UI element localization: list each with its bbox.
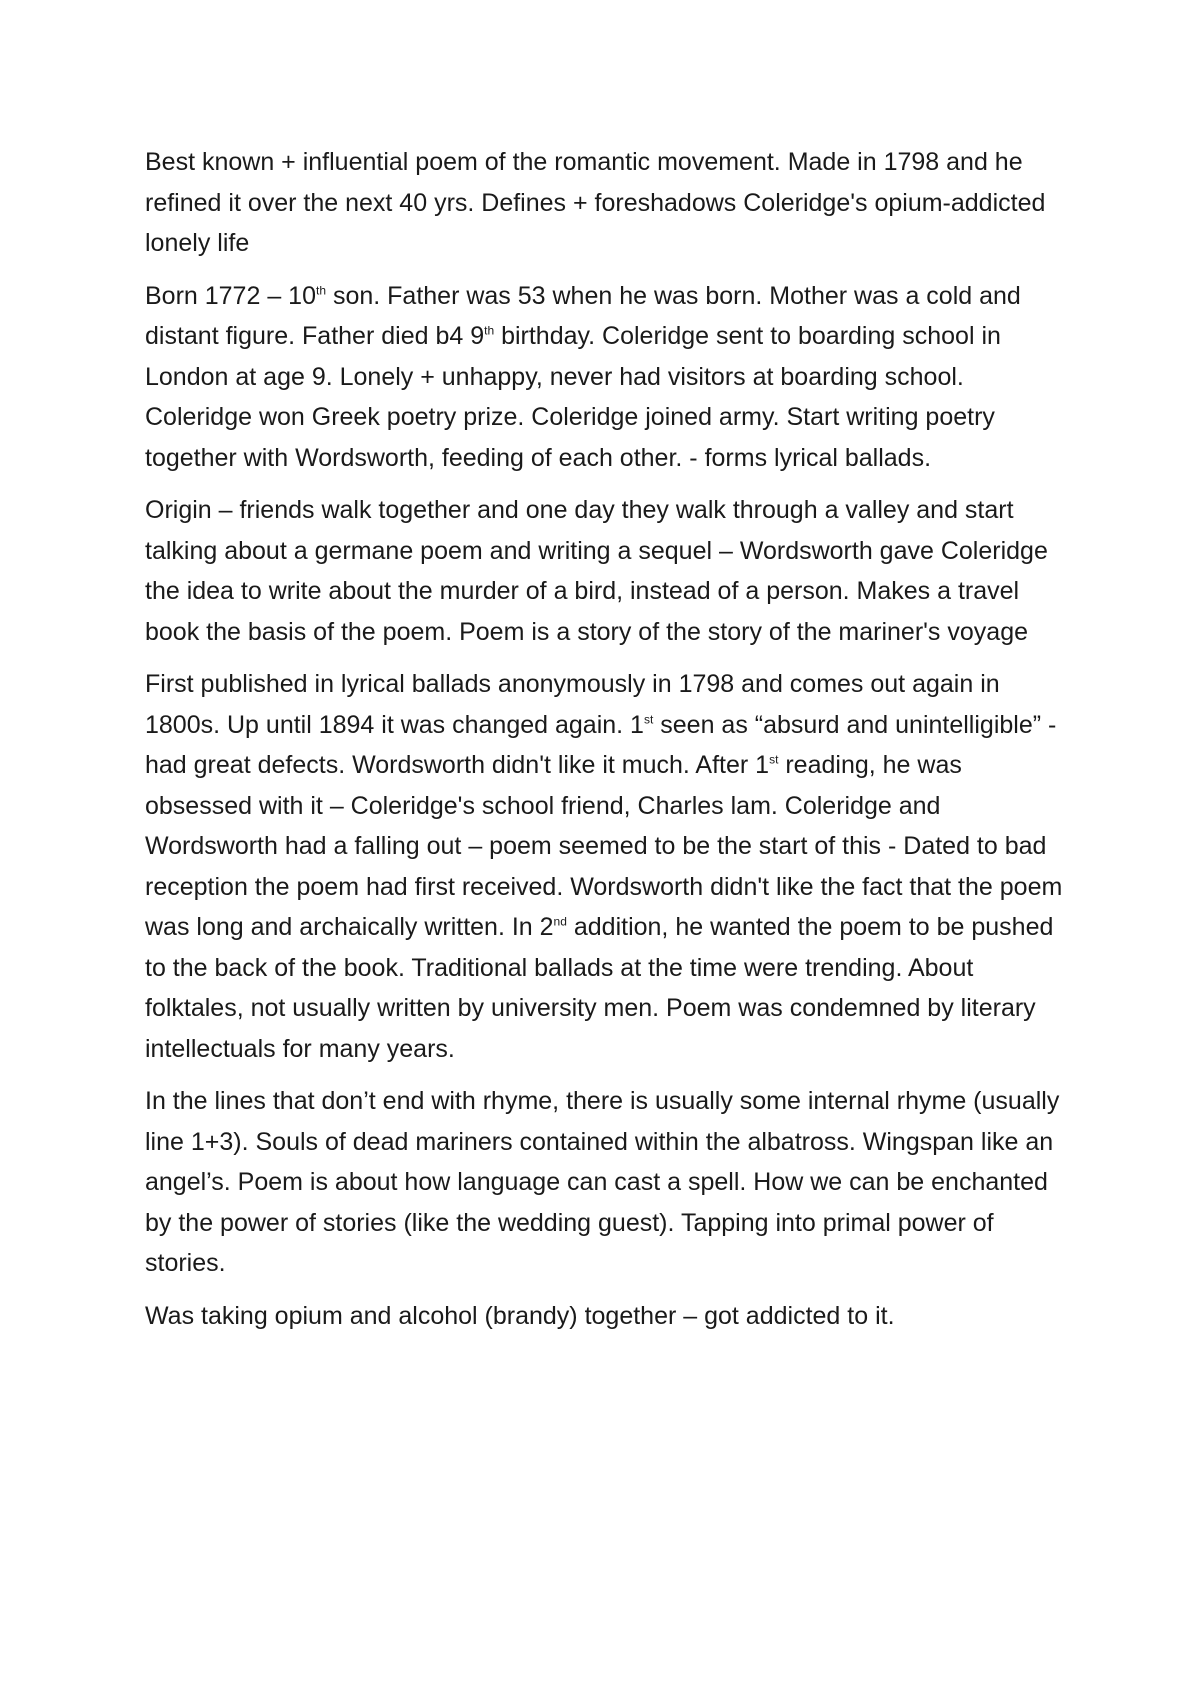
text-run: First published in lyrical ballads anonymously in 1798 and comes out again in 1800s. Up until 1894 it was changed again. 1: [145, 670, 1000, 739]
text-run: birthday. Coleridge sent to boarding school in London at age 9. Lonely + unhappy, never had visitors at boarding school. Coleridge won Greek poetry prize. Coleridge joined army. Start writing poetry together with Wordsworth, feeding of each other. - forms lyrical ballads.: [145, 322, 1001, 472]
paragraph-intro: [145, 142, 1070, 264]
text-run: reading, he was obsessed with it – Coleridge's school friend, Charles lam. Coleridge and Wordsworth had a falling out – poem seemed to be the start of this - Dated to bad reception the poem had first received. Wordsworth didn't like the fact that the poem was long and archaically written. In 2: [145, 751, 1063, 941]
paragraph-opium: [145, 1296, 1070, 1337]
ordinal-superscript: st: [769, 752, 779, 767]
ordinal-superscript: th: [315, 283, 326, 298]
text-run: Born 1772 – 10: [145, 281, 316, 310]
text-run: addition, he wanted the poem to be pushed to the back of the book. Traditional ballads at the time were trending. About folktales, not usually written by university men. Poem was condemned by literary intellectuals for many years.: [145, 913, 1054, 1063]
text-run: Best known + influential poem of the romantic movement. Made in 1798 and he refined it over the next 40 yrs. Defines + foreshadows Coleridge's opium-addicted lonely life: [145, 148, 1046, 257]
text-run: son. Father was 53 when he was born. Mother was a cold and distant figure. Father died b4 9: [145, 281, 1021, 350]
text-run: Was taking opium and alcohol (brandy) together – got addicted to it.: [145, 1301, 895, 1330]
paragraph-biography: [145, 276, 1070, 479]
paragraph-rhyme: [145, 1081, 1070, 1284]
text-run: seen as “absurd and unintelligible” - had great defects. Wordsworth didn't like it much. After 1: [145, 710, 1057, 779]
document-body: [145, 142, 1070, 1348]
text-run: In the lines that don’t end with rhyme, there is usually some internal rhyme (usually line 1+3). Souls of dead mariners contained within the albatross. Wingspan like an angel’s. Poem is about how language can cast a spell. How we can be enchanted by the power of stories (like the wedding guest). Tapping into primal power of stories.: [145, 1087, 1060, 1277]
paragraph-publication: [145, 664, 1070, 1069]
paragraph-origin: [145, 490, 1070, 652]
text-run: Origin – friends walk together and one day they walk through a valley and start talking about a germane poem and writing a sequel – Wordsworth gave Coleridge the idea to write about the murder of a bird, instead of a person. Makes a travel book the basis of the poem. Poem is a story of the story of the mariner's voyage: [145, 496, 1048, 646]
ordinal-superscript: th: [484, 323, 495, 338]
ordinal-superscript: st: [643, 712, 654, 727]
ordinal-superscript: nd: [553, 914, 567, 929]
